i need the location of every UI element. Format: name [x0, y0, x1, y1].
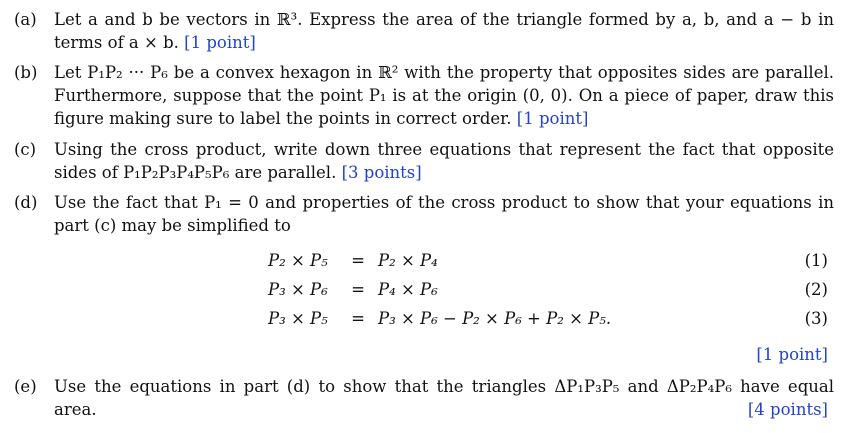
problem-a-text: Let a and b be vectors in ℝ³. Express the area of the triangle formed by a, b, and a − b in terms of a × b.	[54, 10, 834, 52]
problem-d	[14, 191, 834, 237]
problem-c-text: Using the cross product, write down three equations that represent the fact that opposite sides of P₁P₂P₃P₄P₅P₆ are parallel.	[54, 140, 834, 182]
problem-d-label: (d)	[14, 193, 38, 212]
problem-e-label: (e)	[14, 377, 37, 396]
problem-d-text: Use the fact that P₁ = 0 and properties of the cross product to show that your equations in part (c) may be simplified to	[54, 193, 834, 235]
equation-rhs: P₃ × P₆ − P₂ × P₆ + P₂ × P₅.	[378, 309, 612, 328]
equals-sign: =	[351, 280, 365, 299]
problem-e-body	[54, 375, 834, 421]
equation-number: (2)	[804, 280, 828, 299]
problem-c-points: [3 points]	[341, 163, 422, 182]
problem-a	[14, 8, 834, 54]
problem-e	[14, 375, 834, 421]
equation-row	[268, 280, 828, 309]
equation-row	[268, 251, 828, 280]
equals-sign: =	[351, 309, 365, 328]
equation-rhs: P₂ × P₄	[378, 251, 438, 270]
problem-b-text: Let P₁P₂ ··· P₆ be a convex hexagon in ℝ² with the property that opposites sides are parallel. Furthermore, suppose that the point P₁ is at the origin (0, 0). On a piece of paper, draw this figure making sure to label the points in correct order.	[54, 63, 834, 128]
equation-lhs: P₃ × P₅	[268, 309, 328, 328]
equals-sign: =	[351, 251, 365, 270]
problem-b-label: (b)	[14, 63, 38, 82]
problem-b	[14, 61, 834, 130]
problem-d-points: [1 point]	[756, 345, 828, 364]
problem-a-label: (a)	[14, 10, 37, 29]
equation-array	[268, 251, 828, 338]
equation-number: (3)	[804, 309, 828, 328]
problem-a-points: [1 point]	[184, 33, 256, 52]
problem-c-label: (c)	[14, 140, 37, 159]
equation-rhs: P₄ × P₆	[378, 280, 438, 299]
problem-e-points: [4 points]	[747, 400, 828, 419]
problem-a-body	[54, 8, 834, 54]
problem-b-body	[54, 61, 834, 130]
problem-d-body	[54, 191, 834, 237]
problem-e-text: Use the equations in part (d) to show that the triangles ΔP₁P₃P₅ and ΔP₂P₄P₆ have equal area.	[54, 377, 834, 419]
equation-lhs: P₃ × P₆	[268, 280, 328, 299]
problem-c	[14, 138, 834, 184]
equation-number: (1)	[804, 251, 828, 270]
problem-c-body	[54, 138, 834, 184]
problem-b-points: [1 point]	[516, 109, 589, 128]
equation-lhs: P₂ × P₅	[268, 251, 328, 270]
equation-row	[268, 309, 828, 338]
